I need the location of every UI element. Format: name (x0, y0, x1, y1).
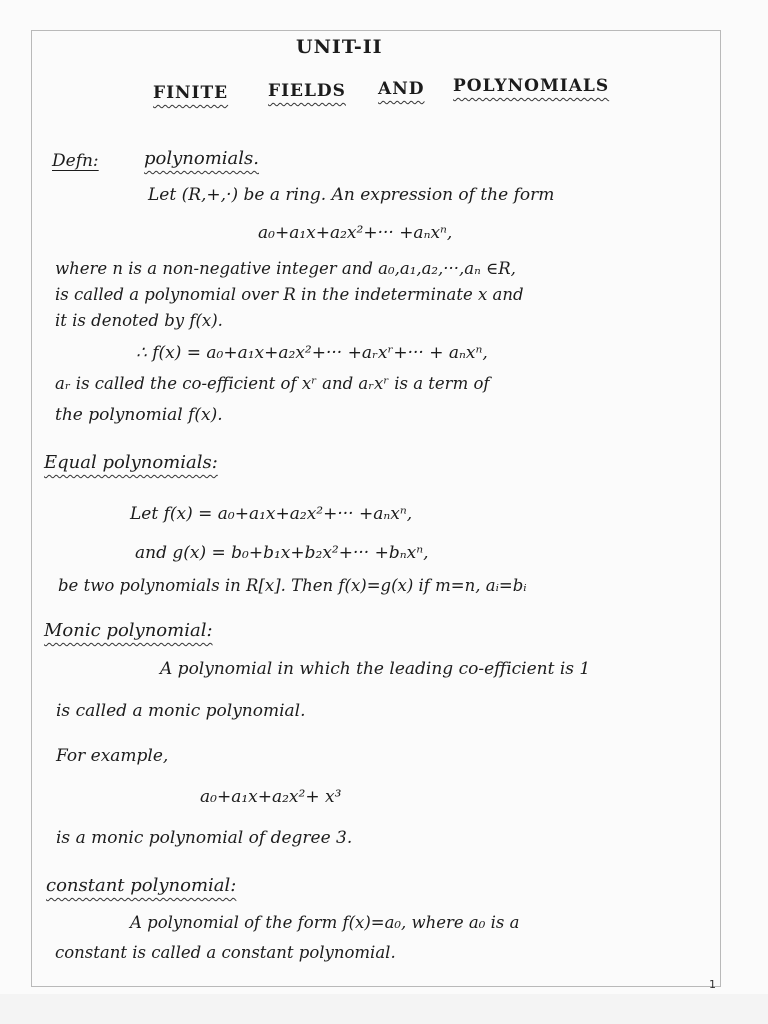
defn-heading: polynomials. (144, 148, 259, 169)
defn-line-4: it is denoted by f(x). (55, 311, 223, 330)
defn-line-1: Let (R,+,·) be a ring. An expression of the form (148, 185, 555, 205)
equal-formula-g: and g(x) = b₀+b₁x+b₂x²+··· +bₙxⁿ, (135, 543, 429, 563)
monic-line-1: A polynomial in which the leading co-efficient is 1 (160, 659, 591, 679)
monic-example-formula: a₀+a₁x+a₂x²+ x³ (200, 787, 342, 807)
defn-line-5: aᵣ is called the co-efficient of xʳ and aᵣxʳ is a term of (55, 374, 490, 393)
bottom-margin (0, 994, 768, 1024)
constant-heading: constant polynomial: (46, 875, 237, 896)
constant-line-2: constant is called a constant polynomial. (55, 943, 396, 962)
monic-line-4: is a monic polynomial of degree 3. (56, 828, 353, 848)
defn-formula-1: a₀+a₁x+a₂x²+··· +aₙxⁿ, (258, 223, 453, 243)
title-word-finite: FINITE (153, 83, 229, 103)
equal-line-1: be two polynomials in R[x]. Then f(x)=g(x) if m=n, aᵢ=bᵢ (58, 576, 527, 595)
page-number: 1 (709, 978, 716, 991)
unit-title: UNIT-II (296, 36, 383, 58)
defn-line-6: the polynomial f(x). (55, 405, 223, 425)
defn-label: Defn: (52, 151, 99, 171)
monic-line-2: is called a monic polynomial. (56, 701, 306, 721)
title-word-polynomials: POLYNOMIALS (453, 76, 610, 96)
equal-formula-f: Let f(x) = a₀+a₁x+a₂x²+··· +aₙxⁿ, (130, 504, 413, 524)
defn-line-3: is called a polynomial over R in the indeterminate x and (55, 285, 524, 304)
defn-formula-2: ∴ f(x) = a₀+a₁x+a₂x²+··· +aᵣxʳ+··· + aₙxⁿ, (136, 343, 488, 363)
title-word-and: AND (378, 79, 425, 99)
title-word-fields: FIELDS (268, 81, 346, 101)
constant-line-1: A polynomial of the form f(x)=a₀, where a₀ is a (130, 913, 520, 932)
monic-line-3: For example, (56, 746, 169, 766)
equal-heading: Equal polynomials: (44, 452, 218, 473)
monic-heading: Monic polynomial: (44, 620, 213, 641)
defn-line-2: where n is a non-negative integer and a₀,a₁,a₂,···,aₙ ∈R, (55, 259, 516, 278)
